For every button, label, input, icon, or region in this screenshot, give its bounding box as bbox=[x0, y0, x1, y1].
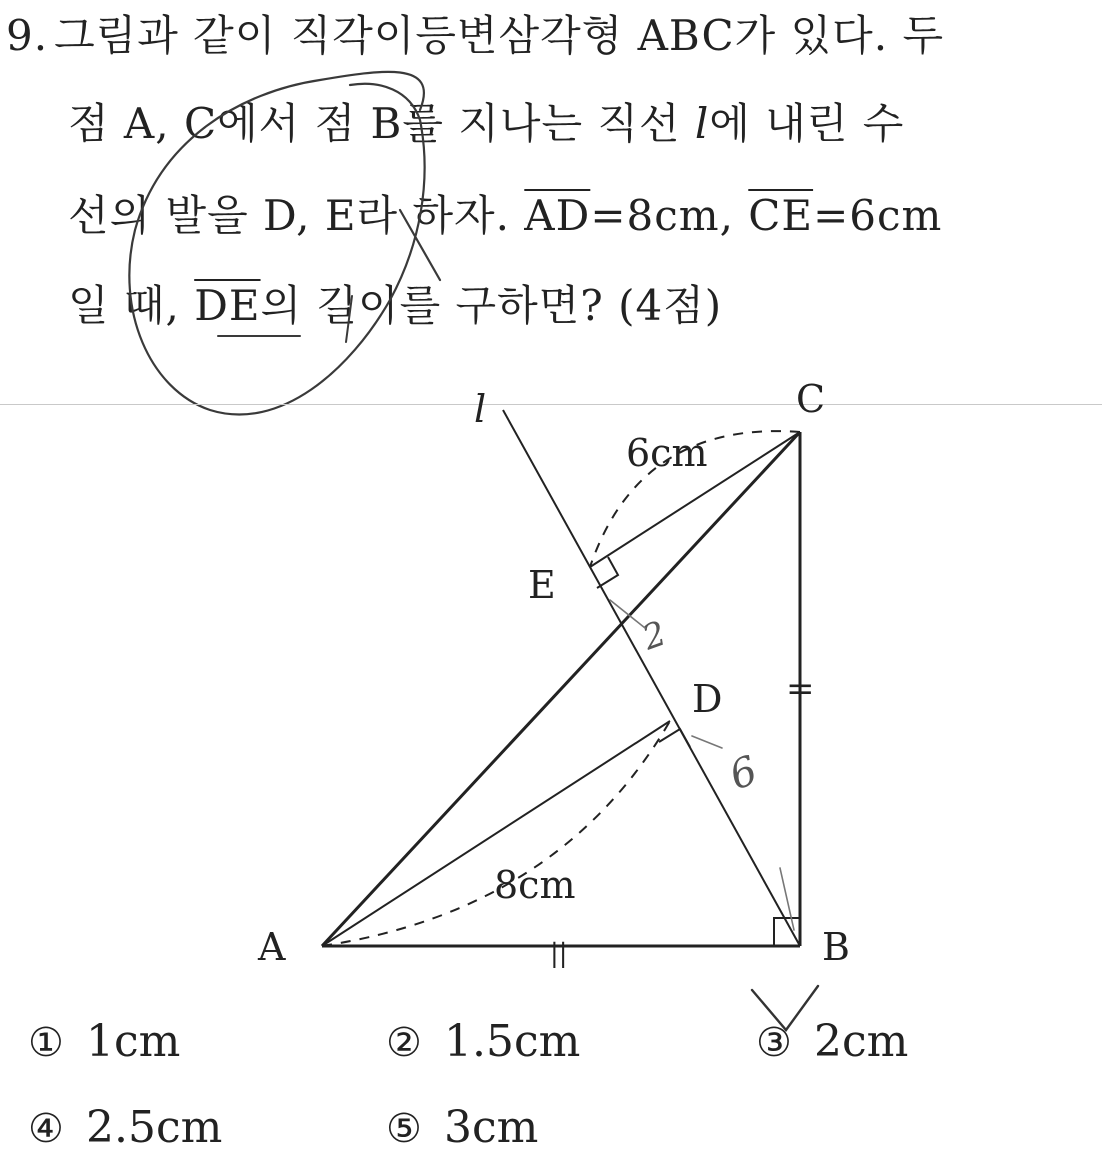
problem-text-3b: =8cm, bbox=[590, 191, 749, 240]
choice-5-text: 3cm bbox=[444, 1102, 539, 1153]
problem-text-3c: =6cm bbox=[813, 191, 943, 240]
problem-text-4a: 일 때, bbox=[68, 281, 195, 330]
problem-number: 9. bbox=[6, 11, 49, 60]
segment-de: $\overline{DE}$ bbox=[194, 281, 261, 330]
right-angle-mark-d bbox=[659, 729, 690, 747]
problem-text-1: 그림과 같이 직각이등변삼각형 ABC가 있다. 두 bbox=[54, 11, 945, 60]
vertex-label-b: B bbox=[822, 925, 850, 969]
tick-mark-bc: = bbox=[786, 669, 815, 709]
choice-2-mark: ② bbox=[386, 1020, 422, 1066]
choice-2-text: 1.5cm bbox=[444, 1016, 581, 1067]
line-label-l: l bbox=[474, 387, 487, 431]
tick-mark-ab: || bbox=[550, 939, 568, 969]
segment-ad bbox=[322, 721, 670, 946]
length-label-ce: 6cm bbox=[626, 431, 708, 475]
point-label-d: D bbox=[692, 677, 723, 721]
point-label-e: E bbox=[528, 563, 556, 607]
choice-4-text: 2.5cm bbox=[86, 1102, 223, 1153]
length-label-ad: 8cm bbox=[494, 863, 576, 907]
choice-5-mark: ⑤ bbox=[386, 1106, 422, 1152]
choice-1-mark: ① bbox=[28, 1020, 64, 1066]
handwritten-note-db: 6 bbox=[723, 747, 764, 800]
problem-text-3a: 선의 발을 D, E라 하자. bbox=[68, 191, 525, 240]
problem-text-4b: 의 길이를 구하면? (4점) bbox=[260, 281, 723, 330]
problem-text-2b: 에 내린 수 bbox=[709, 99, 905, 148]
segment-ce: $\overline{CE}$ bbox=[748, 191, 814, 240]
choice-3-text: 2cm bbox=[814, 1016, 909, 1067]
choice-4-mark: ④ bbox=[28, 1106, 64, 1152]
handwritten-note-ed: 2 bbox=[637, 613, 672, 659]
vertex-label-c: C bbox=[796, 377, 826, 421]
answer-check-mark bbox=[752, 986, 818, 1030]
problem-text-2a: 점 A, C에서 점 B를 지나는 직선 bbox=[68, 99, 695, 148]
choice-3-mark: ③ bbox=[756, 1020, 792, 1066]
handwritten-slash-annotation bbox=[610, 600, 794, 930]
choice-1-text: 1cm bbox=[86, 1016, 181, 1067]
line-variable: l bbox=[694, 99, 710, 148]
vertex-label-a: A bbox=[258, 925, 286, 969]
segment-ad: $\overline{AD}$ bbox=[524, 191, 591, 240]
